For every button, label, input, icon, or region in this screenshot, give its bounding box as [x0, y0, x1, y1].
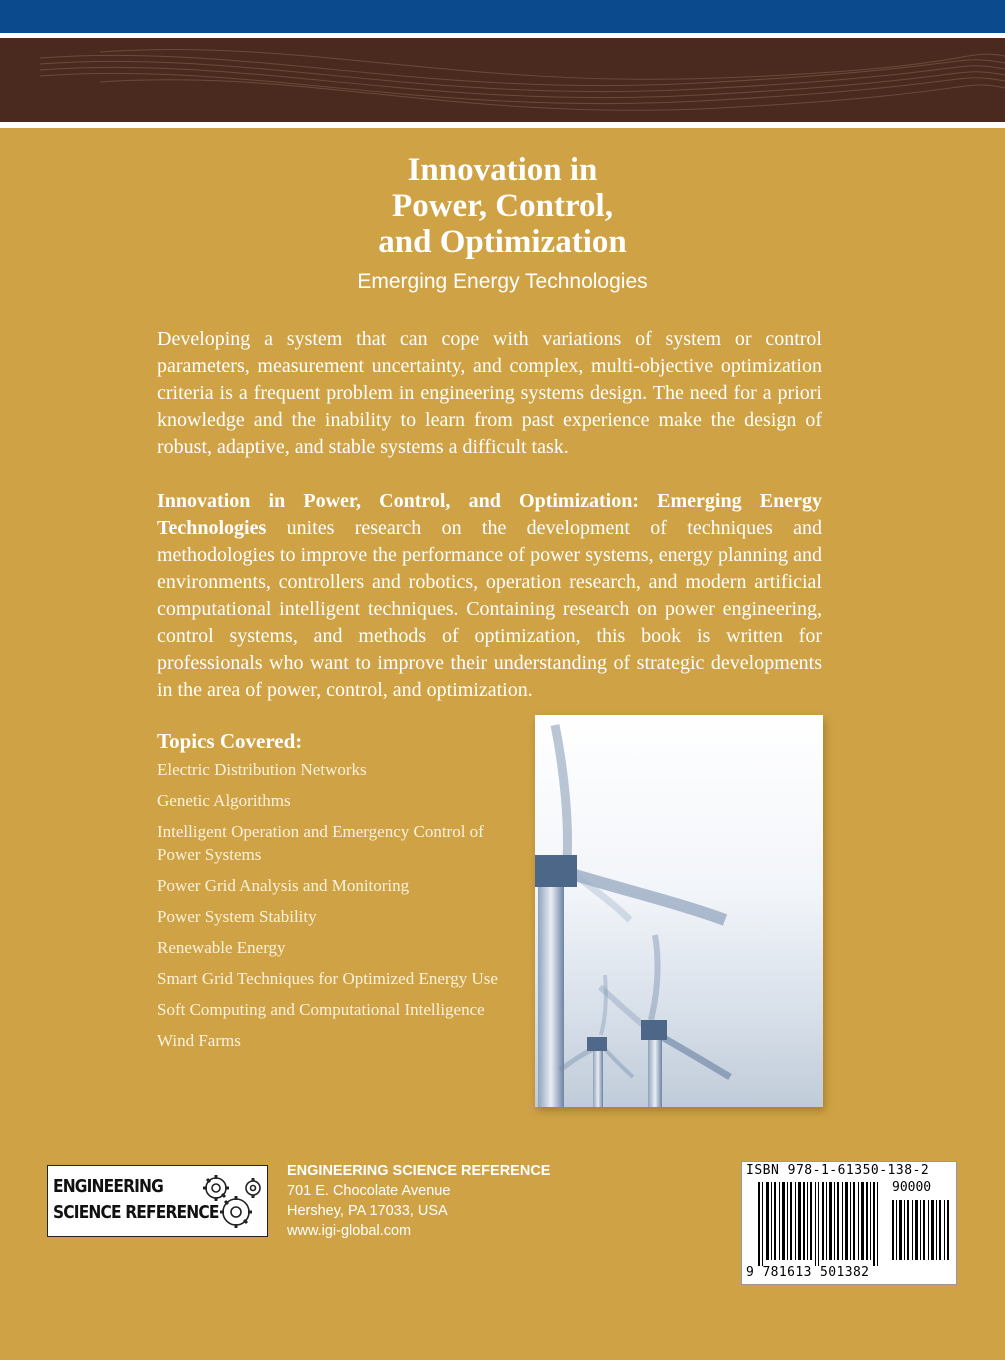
topic-item: Power System Stability [157, 907, 317, 926]
publisher-address-line-2: Hershey, PA 17033, USA [287, 1203, 448, 1219]
topic-item: Genetic Algorithms [157, 791, 291, 810]
gears-icon [190, 1170, 264, 1232]
publisher-name: ENGINEERING SCIENCE REFERENCE [287, 1163, 551, 1179]
description-paragraph-2-text: unites research on the development of techniques and methodologies to improve the performance of power systems, energy planning and environments, controllers and robotics, operation research, and modern artificial computational intelligent techniques. Containing research on power engineering, control systems, and methods of optimization, this book is written for professionals who want to improve their understanding of strategic developments in the area of power, control, and optimization. [157, 517, 822, 701]
book-title-line-2: Power, Control, [392, 188, 613, 224]
bottom-divider-line [0, 122, 1005, 128]
wind-turbine-icon [535, 715, 823, 1107]
publisher-address-line-1: 701 E. Chocolate Avenue [287, 1183, 451, 1199]
top-blue-band [0, 0, 1005, 33]
title-block [0, 152, 1005, 294]
topic-item: Power Grid Analysis and Monitoring [157, 876, 410, 895]
description-book-name: Innovation in Power, Control, and Optimization: Emerging Energy Technologies [157, 490, 822, 539]
topic-item: Smart Grid Techniques for Optimized Energy Use [157, 969, 498, 988]
barcode-digits: 9 781613 501382 [746, 1265, 870, 1280]
topic-item: Wind Farms [157, 1031, 241, 1050]
publisher-website[interactable]: www.igi-global.com [287, 1223, 412, 1239]
topics-heading: Topics Covered: [157, 729, 303, 753]
description-paragraph-2 [157, 488, 822, 704]
publisher-logo [47, 1165, 268, 1237]
isbn-number: ISBN 978-1-61350-138-2 [746, 1163, 930, 1178]
topic-item: Electric Distribution Networks [157, 760, 367, 779]
book-subtitle: Emerging Energy Technologies [357, 270, 648, 293]
wind-turbines-photo [535, 715, 823, 1107]
publisher-info [287, 1161, 550, 1241]
logo-text-line-1: ENGINEERING [53, 1176, 163, 1197]
swoosh-decoration [0, 38, 1005, 122]
book-title-line-3: and Optimization [378, 224, 627, 260]
book-title-line-1: Innovation in [407, 152, 598, 188]
topic-item: Intelligent Operation and Emergency Control of Power Systems [157, 822, 484, 864]
logo-text-line-2: SCIENCE REFERENCE [53, 1202, 219, 1223]
price-code: 90000 [892, 1180, 932, 1195]
topics-list [157, 758, 527, 1060]
description-paragraph-1: Developing a system that can cope with variations of system or control parameters, measurement uncertainty, and complex, multi-objective optimization criteria is a frequent problem in engineering systems design. The need for a priori knowledge and the inability to learn from past experience make the design of robust, adaptive, and stable systems a difficult task. [157, 328, 822, 458]
topic-item: Renewable Energy [157, 938, 286, 957]
isbn-barcode [741, 1161, 957, 1285]
top-brown-band [0, 38, 1005, 122]
topic-item: Soft Computing and Computational Intelligence [157, 1000, 485, 1019]
